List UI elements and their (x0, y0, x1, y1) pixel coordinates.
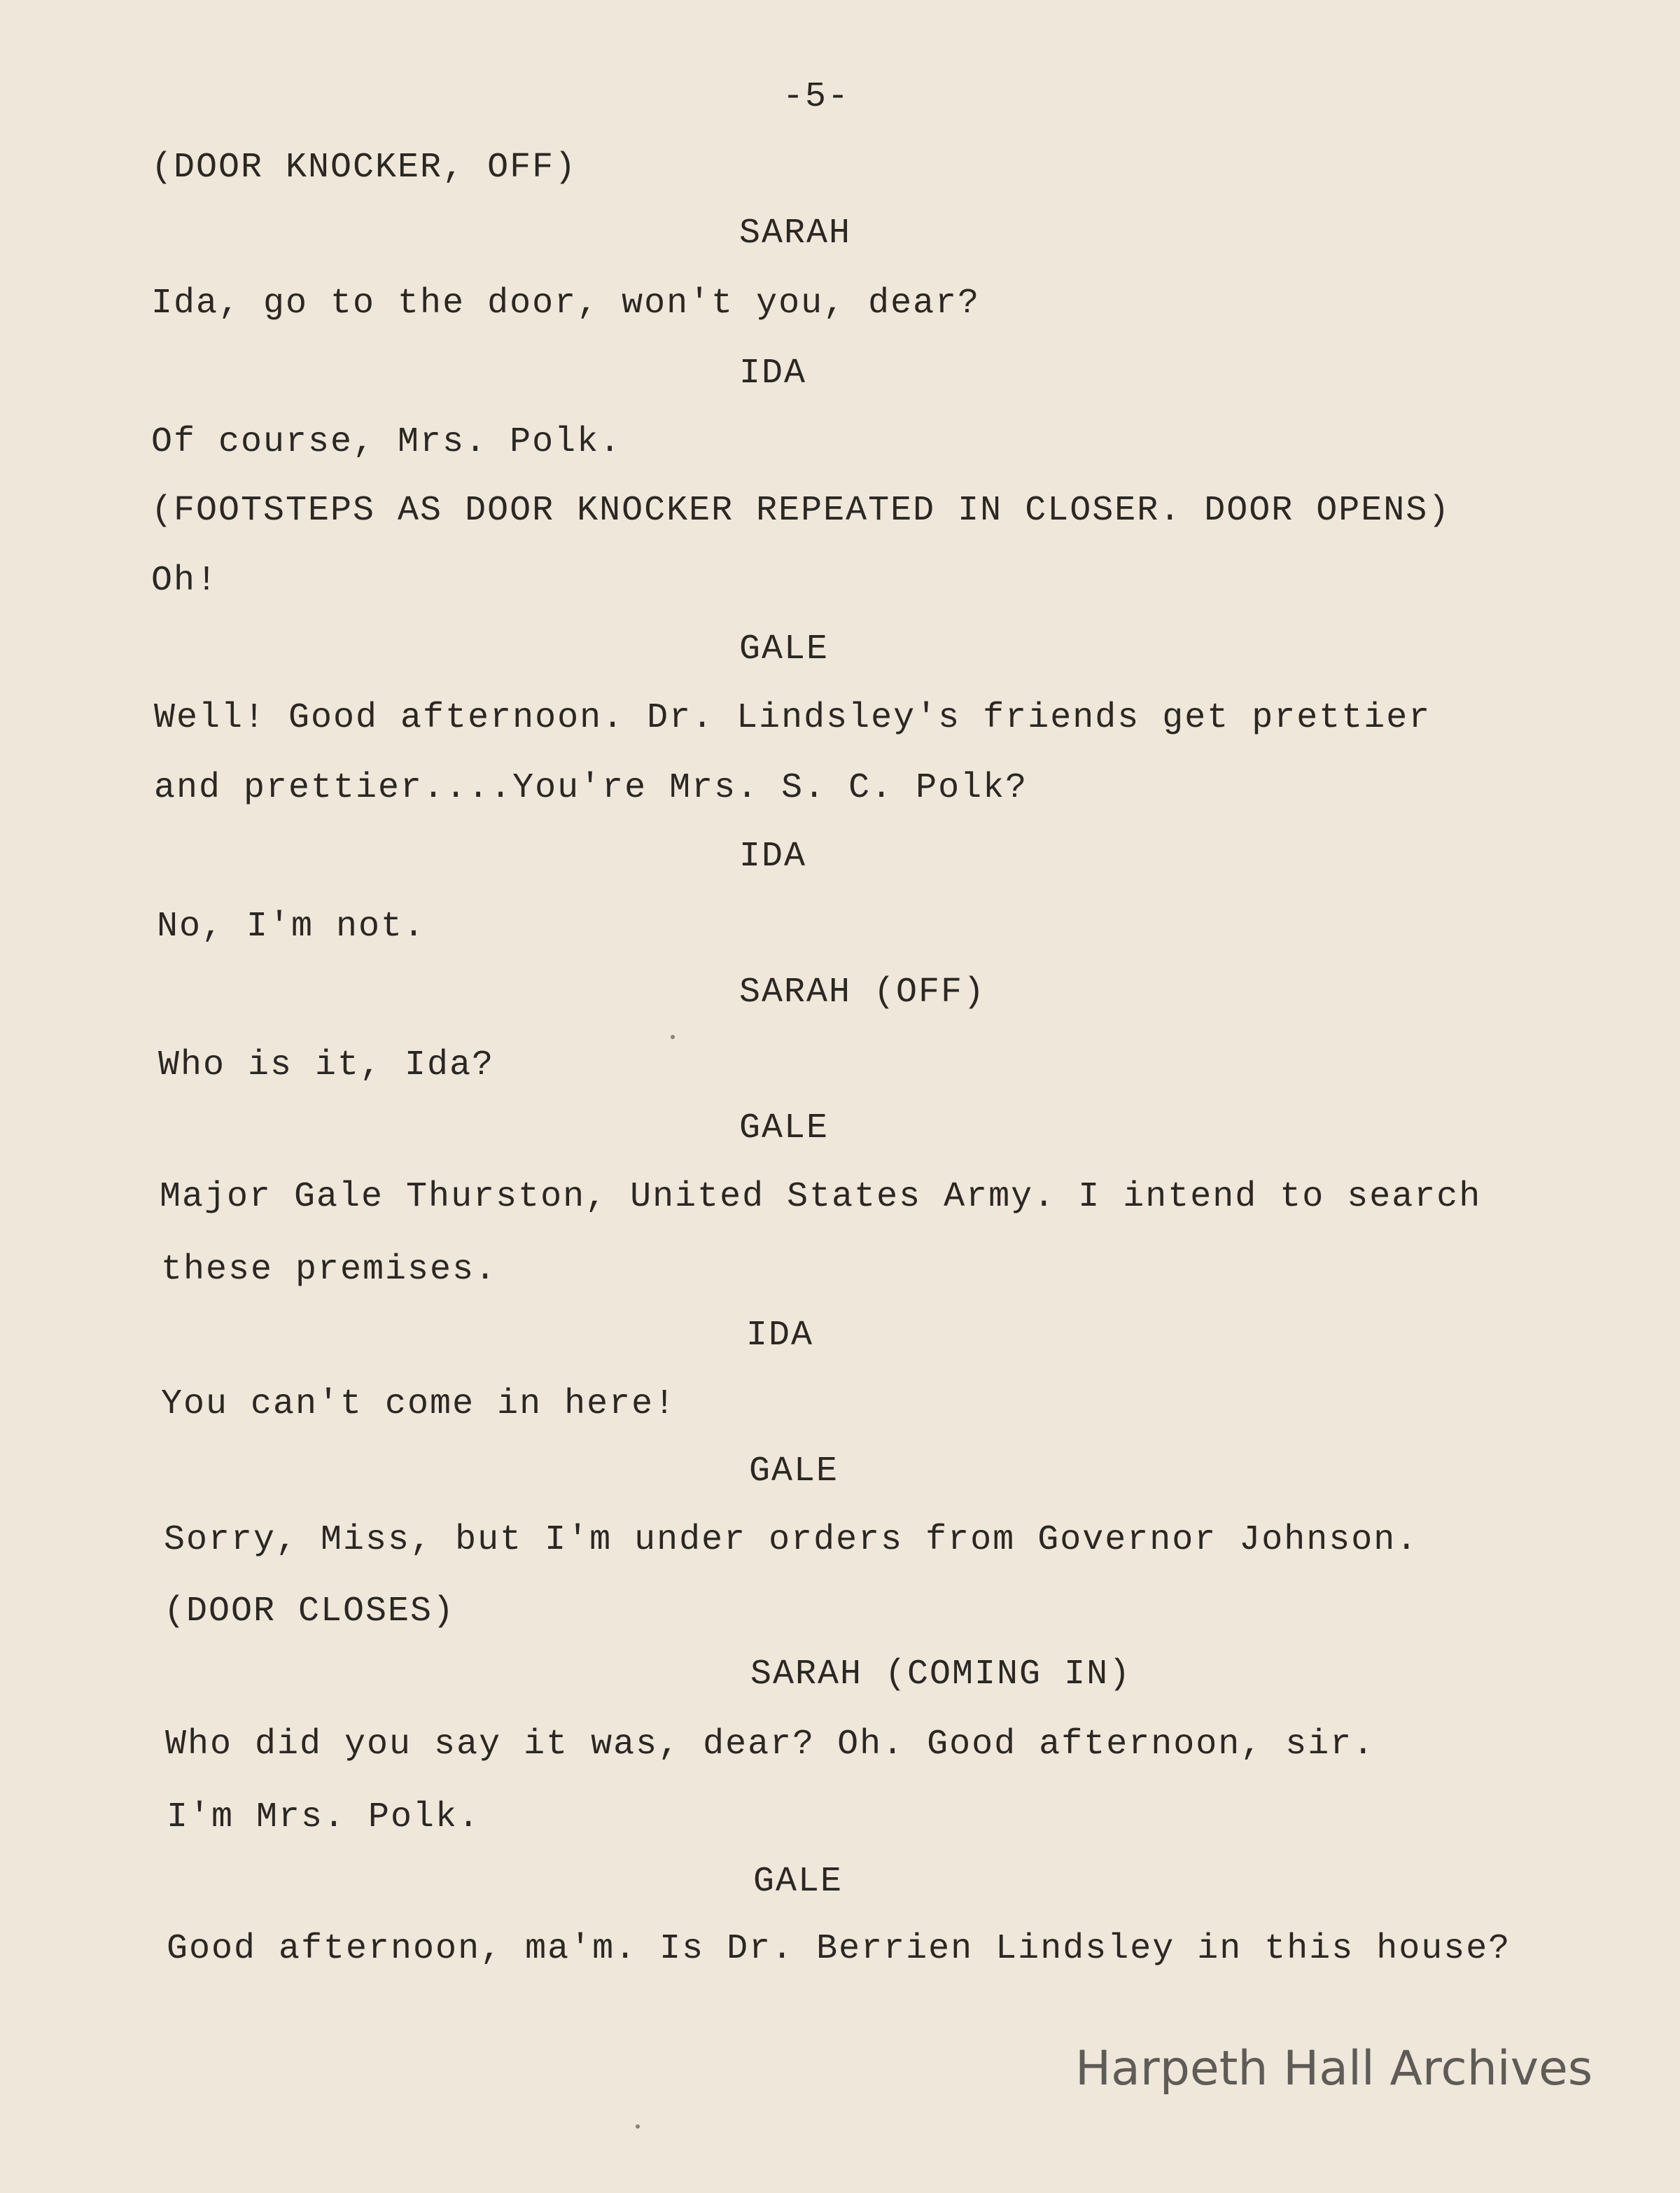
speaker-name: SARAH (739, 214, 852, 253)
speaker-name: IDA (739, 354, 807, 394)
speaker-name: IDA (739, 837, 807, 877)
speaker-name: GALE (753, 1862, 844, 1902)
dialogue-line: I'm Mrs. Polk. (167, 1797, 481, 1837)
stage-direction: (FOOTSTEPS AS DOOR KNOCKER REPEATED IN CLOSER. DOOR OPENS) (151, 491, 1451, 531)
page-number: -5- (783, 77, 850, 117)
dialogue-line: Of course, Mrs. Polk. (151, 422, 622, 462)
paper-speck (671, 1035, 675, 1039)
dialogue-line: No, I'm not. (157, 907, 426, 947)
speaker-name: GALE (739, 1108, 830, 1148)
speaker-name: SARAH (OFF) (739, 973, 986, 1012)
dialogue-line: Well! Good afternoon. Dr. Lindsley's friends get prettier (154, 698, 1432, 738)
speaker-name: GALE (739, 629, 830, 669)
dialogue-line: and prettier....You're Mrs. S. C. Polk? (154, 768, 1028, 808)
speaker-name: GALE (749, 1451, 839, 1491)
speaker-name: IDA (746, 1316, 814, 1356)
archive-watermark: Harpeth Hall Archives (1075, 2041, 1593, 2096)
dialogue-line: Oh! (151, 561, 219, 601)
stage-direction: (DOOR CLOSES) (164, 1592, 456, 1631)
dialogue-line: these premises. (161, 1250, 498, 1290)
dialogue-line: You can't come in here! (161, 1384, 677, 1424)
dialogue-line: Major Gale Thurston, United States Army. I intend to search (160, 1177, 1482, 1217)
dialogue-line: Sorry, Miss, but I'm under orders from Governor Johnson. (164, 1520, 1419, 1560)
stage-direction: (DOOR KNOCKER, OFF) (151, 148, 578, 188)
dialogue-line: Good afternoon, ma'm. Is Dr. Berrien Lindsley in this house? (167, 1929, 1511, 1969)
paper-speck (636, 2124, 640, 2129)
dialogue-line: Who is it, Ida? (158, 1045, 495, 1085)
dialogue-line: Ida, go to the door, won't you, dear? (151, 284, 981, 323)
dialogue-line: Who did you say it was, dear? Oh. Good afternoon, sir. (165, 1725, 1376, 1764)
speaker-name: SARAH (COMING IN) (750, 1655, 1132, 1694)
